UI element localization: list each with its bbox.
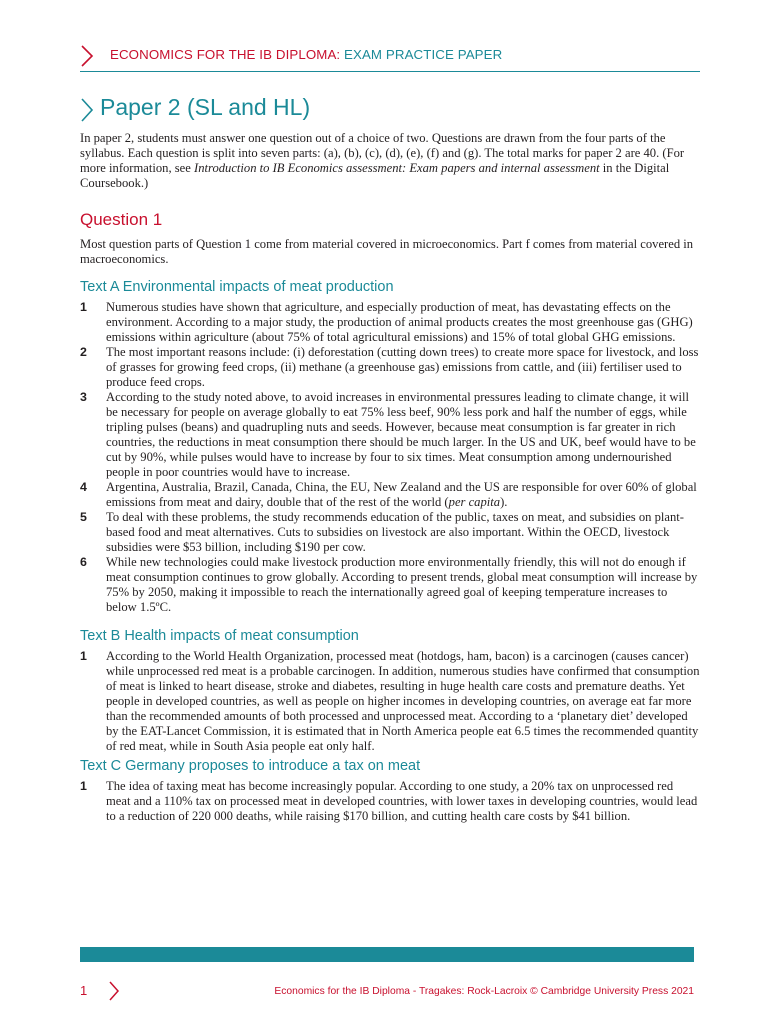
header-title-doc: EXAM PRACTICE PAPER bbox=[344, 47, 503, 62]
list-item bbox=[80, 345, 700, 390]
list-item bbox=[80, 390, 700, 480]
list-item bbox=[80, 555, 700, 615]
header-title-series: ECONOMICS FOR THE IB DIPLOMA: bbox=[110, 47, 345, 62]
intro-italic-reference: Introduction to IB Economics assessment: Exam papers and internal assessment bbox=[194, 161, 600, 175]
intro-text: In paper 2, students must answer one question out of a choice of two. Questions are drawn from the four parts of the syllabus. Each question is split into seven parts: (a), (b), (c), (d), (e), (f) and (g). The total marks for paper 2 are 40. (For more information, see bbox=[80, 131, 685, 175]
paper-title-text: Paper 2 (SL and HL) bbox=[100, 94, 311, 120]
question-heading: Question 1 bbox=[80, 210, 163, 229]
item-number: 3 bbox=[80, 390, 87, 404]
item-text: The most important reasons include: (i) deforestation (cutting down trees) to create more space for livestock, and loss of grasses for growing feed crops, (ii) methane (a greenhouse gas) emissions from cattle, and (iii) fertiliser used to produce feed crops. bbox=[106, 345, 699, 389]
list-item bbox=[80, 300, 700, 345]
text-a-heading: Text A Environmental impacts of meat production bbox=[80, 279, 394, 295]
list-item bbox=[80, 480, 700, 510]
item-number: 2 bbox=[80, 345, 87, 359]
item-text-end: ). bbox=[500, 495, 508, 509]
list-item bbox=[80, 779, 700, 824]
text-a-list bbox=[80, 300, 700, 615]
item-text: According to the study noted above, to avoid increases in environmental pressures leading to climate change, it will be necessary for people on average globally to eat 75% less beef, 90% less pork and half the number of eggs, while tripling pulses (beans) and quadrupling nuts and seeds. However, because meat consumption is far greater in rich countries, the reductions in meat consumption there should be much larger. In the US and UK, beef would have to be cut by 90%, while pulses would have to increase by four to six times. Meat consumption among undernourished people in poor countries would have to increase. bbox=[106, 390, 696, 479]
page-number: 1 bbox=[80, 983, 88, 998]
intro-text-end: in the Digital Coursebook.) bbox=[80, 161, 670, 190]
intro-paragraph bbox=[80, 131, 700, 191]
item-text: Argentina, Australia, Brazil, Canada, China, the EU, New Zealand and the US are responsible for over 60% of global emissions from meat and dairy, double that of the rest of the world ( bbox=[106, 480, 697, 509]
item-text: While new technologies could make livestock production more environmentally friendly, this will not do enough if meat consumption continues to grow globally. According to present trends, global meat consumption will increase by 75% by 2050, making it impossible to reach the internationally agreed goal of keeping temperature increases to below 1.5ºC. bbox=[106, 555, 698, 614]
item-text: The idea of taxing meat has become increasingly popular. According to one study, a 20% tax on unprocessed red meat and a 110% tax on processed meat in developed countries, with lower taxes in developing countries, would lead to a reduction of 220 000 deaths, while raising $170 billion, and cutting health care costs by $41 billion. bbox=[106, 779, 698, 823]
running-header bbox=[80, 42, 700, 72]
item-italic: per capita bbox=[448, 495, 501, 509]
item-text: Numerous studies have shown that agriculture, and especially production of meat, has devastating effects on the environment. According to a major study, the production of animal products creates the most greenhouse gas (GHG) emissions within agriculture (about 75% of total agricultural emissions) and 15% of total global GHG emissions. bbox=[106, 300, 693, 344]
item-number: 4 bbox=[80, 480, 87, 494]
item-number: 1 bbox=[80, 300, 87, 314]
item-number: 1 bbox=[80, 779, 87, 793]
item-text: To deal with these problems, the study recommends education of the public, taxes on meat, and subsidies on plant-based food and meat alternatives. Cuts to subsidies on livestock are also important. Within the OECD, livestock subsidies were $53 billion, including $190 per cow. bbox=[106, 510, 684, 554]
chevron-right-icon bbox=[80, 45, 94, 67]
list-item bbox=[80, 649, 700, 754]
footer-credit: Economics for the IB Diploma - Tragakes: Rock-Lacroix © Cambridge University Press 2021 bbox=[274, 986, 694, 997]
chevron-right-icon bbox=[80, 97, 94, 123]
text-b-list bbox=[80, 649, 700, 754]
text-c-list bbox=[80, 779, 700, 824]
list-item bbox=[80, 510, 700, 555]
item-number: 1 bbox=[80, 649, 87, 663]
item-text: According to the World Health Organization, processed meat (hotdogs, ham, bacon) is a carcinogen (causes cancer) while unprocessed red meat is a probable carcinogen. In addition, numerous studies have confirmed that consumption of meat is linked to heart disease, stroke and diabetes, resulting in huge health care costs and premature deaths. Yet people in developed countries, as well as people on higher incomes in developing countries, on average eat far more than the recommended amounts of both processed and unprocessed meat. According to a ‘planetary diet’ developed by the EAT-Lancet Commission, it is estimated that in North America people eat 6.5 times the recommended quantity of red meat, while in South Asia people eat only half. bbox=[106, 649, 700, 753]
text-b-heading: Text B Health impacts of meat consumption bbox=[80, 628, 359, 644]
item-number: 6 bbox=[80, 555, 87, 569]
header-divider bbox=[80, 71, 700, 72]
header-title bbox=[110, 47, 502, 62]
footer-bar bbox=[80, 947, 694, 962]
chevron-right-icon bbox=[108, 980, 120, 1002]
question-intro: Most question parts of Question 1 come from material covered in microeconomics. Part f comes from material covered in macroeconomics. bbox=[80, 237, 694, 266]
item-number: 5 bbox=[80, 510, 87, 524]
text-c-heading: Text C Germany proposes to introduce a tax on meat bbox=[80, 758, 421, 774]
